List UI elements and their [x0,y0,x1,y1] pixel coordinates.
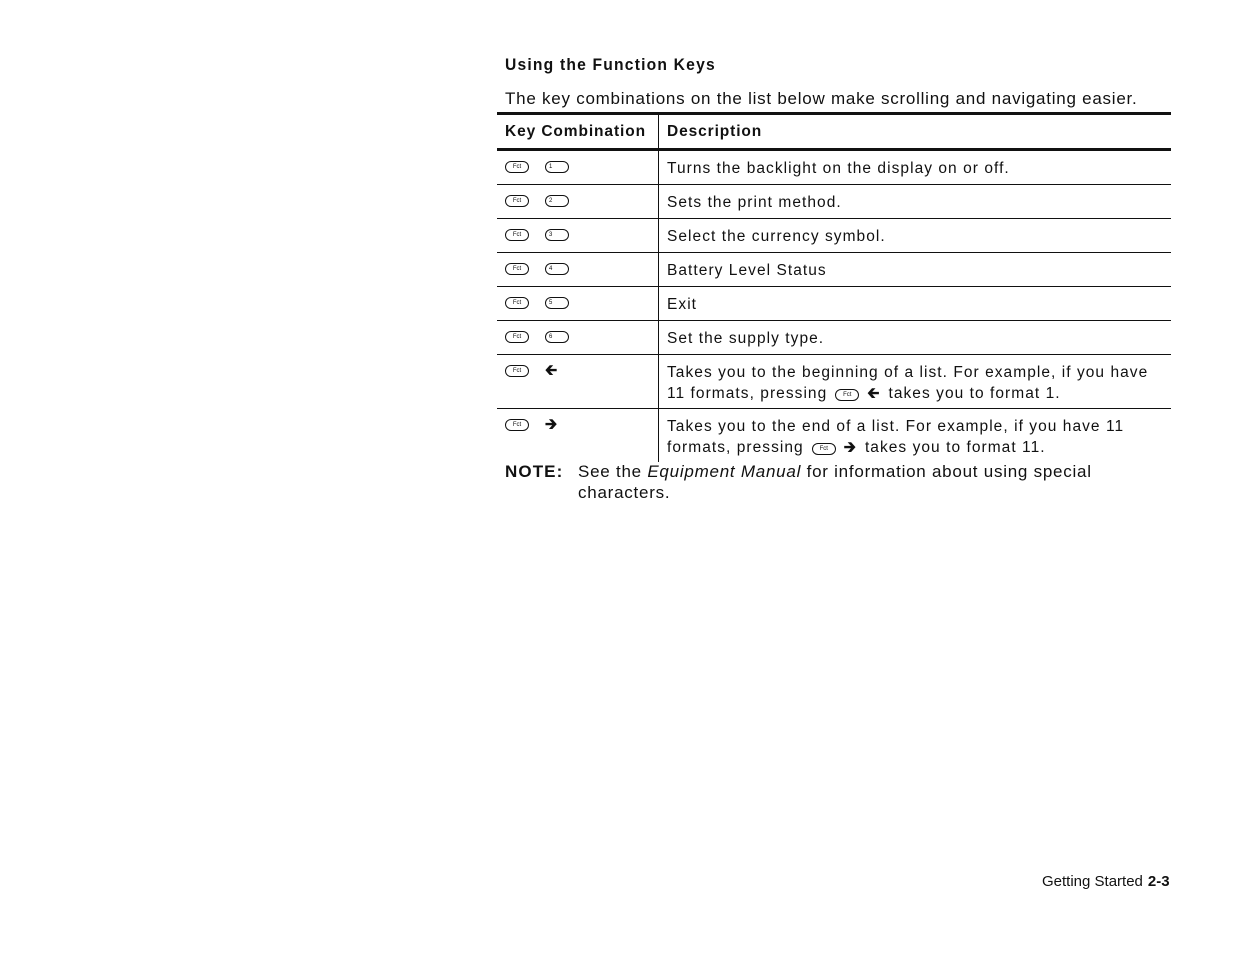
table-row [497,355,1171,409]
table-row [497,287,1171,321]
key-combination-cell [497,219,659,252]
description-cell [659,355,1171,408]
fct-key-icon: Fct [505,365,529,377]
section-title: Using the Function Keys [505,55,716,74]
description-text: Takes you to the beginning of a list. For example, if you have 11 formats, pressing [667,364,1149,402]
fct-key-icon: Fct [505,263,529,275]
page-footer [1042,873,1170,890]
description-text: takes you to format 11. [864,439,1046,456]
table-header [497,115,1171,151]
right-arrow-icon: 🡲 [545,416,559,433]
table-row [497,253,1171,287]
number-key-icon: 1 [545,161,569,173]
header-description: Description [667,122,763,140]
key-combination-cell [497,409,659,462]
fct-key-icon: Fct [505,331,529,343]
page-number: 2-3 [1147,873,1170,890]
fct-key-icon: Fct [505,195,529,207]
key-combination-cell [497,253,659,286]
number-key-icon: 4 [545,263,569,275]
description-cell [659,409,1171,462]
key-combination-cell [497,287,659,320]
table-row [497,321,1171,355]
table-row [497,151,1171,185]
description-cell: Sets the print method. [667,194,842,211]
left-arrow-icon: 🡰 [867,384,881,402]
inline-key-combination [835,383,880,404]
description-cell: Exit [667,296,698,313]
fct-key-icon: Fct [812,443,836,455]
note-emphasis: Equipment Manual [647,462,802,481]
description-cell: Set the supply type. [667,330,825,347]
description-cell: Battery Level Status [667,262,827,279]
description-text: Takes you to the end of a list. For example, if you have 11 formats, pressing [667,418,1125,456]
note-label: NOTE: [505,462,564,481]
table-row [497,185,1171,219]
intro-text: The key combinations on the list below make scrolling and navigating easier. [505,89,1138,108]
inline-key-combination [812,437,857,458]
fct-key-icon: Fct [835,389,859,401]
right-arrow-icon: 🡲 [843,438,857,456]
description-text: takes you to format 1. [888,385,1061,402]
key-combination-cell [497,355,659,408]
number-key-icon: 2 [545,195,569,207]
number-key-icon: 5 [545,297,569,309]
description-cell: Select the currency symbol. [667,228,886,245]
note-text: See the Equipment Manual for information about using special characters. [578,462,1092,502]
table-row [497,219,1171,253]
number-key-icon: 3 [545,229,569,241]
key-combination-cell [497,151,659,184]
description-cell: Turns the backlight on the display on or off. [667,160,1010,177]
fct-key-icon: Fct [505,419,529,431]
footer-section-name: Getting Started [1042,873,1143,890]
fct-key-icon: Fct [505,297,529,309]
fct-key-icon: Fct [505,229,529,241]
header-key-combination: Key Combination [497,115,659,148]
key-combination-cell [497,321,659,354]
fct-key-icon: Fct [505,161,529,173]
number-key-icon: 6 [545,331,569,343]
table-row [497,409,1171,462]
function-keys-table [497,112,1171,462]
key-combination-cell [497,185,659,218]
left-arrow-icon: 🡰 [545,362,559,379]
